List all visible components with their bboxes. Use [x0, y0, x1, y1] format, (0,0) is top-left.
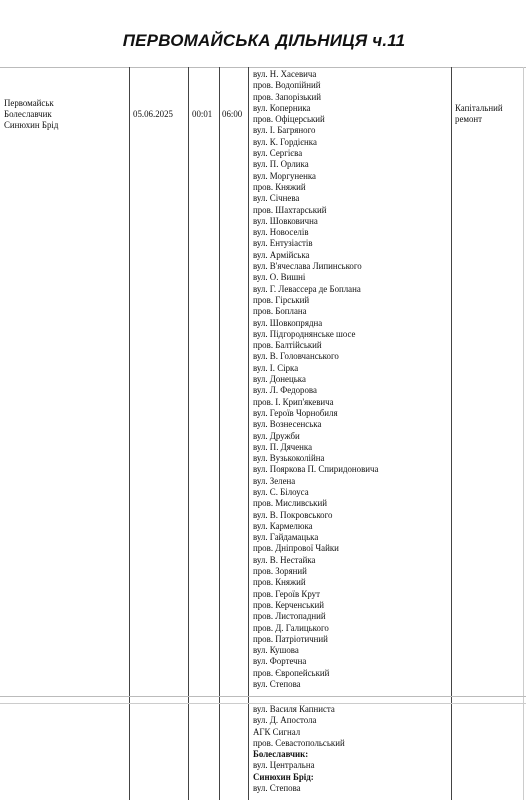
street-item: пров. Севастопольський [253, 737, 345, 748]
street-item: вул. Зелена [253, 475, 296, 486]
street-item: пров. І. Крип'якевича [253, 396, 334, 407]
location-line: Первомайськ [4, 98, 54, 108]
street-list [253, 69, 378, 690]
street-item: вул. Д. Апостола [253, 715, 317, 726]
col-divider-1 [129, 67, 130, 800]
street-item: вул. К. Гордієнка [253, 136, 317, 147]
street-item: пров. Героїв Крут [253, 588, 320, 599]
street-item: пров. Княжий [253, 181, 306, 192]
street-item: пров. Балтійський [253, 340, 322, 351]
street-item: пров. Боплана [253, 306, 307, 317]
street-item: вул. Н. Хасевича [253, 69, 317, 79]
col-divider-4 [248, 67, 249, 800]
street-item: пров. Запорізький [253, 91, 321, 102]
table-top-border [0, 67, 526, 68]
street-item: вул. Гайдамацька [253, 532, 319, 543]
location-line: Синюхин Брід [4, 119, 59, 130]
street-item: вул. В'ячеслава Липинського [253, 261, 362, 272]
street-item: вул. Степова [253, 679, 301, 690]
street-item: вул. П. Орлика [253, 159, 309, 170]
table-right-border [523, 67, 524, 800]
street-item: вул. І. Багряного [253, 125, 316, 136]
street-item: вул. Вознесенська [253, 419, 322, 430]
street-item: пров. Офіцерський [253, 114, 325, 125]
street-item: вул. Коперника [253, 102, 311, 113]
street-item: вул. Шовковична [253, 215, 318, 226]
street-item: пров. Гірський [253, 294, 310, 305]
street-item: пров. Європейський [253, 667, 330, 678]
reason-line: ремонт [455, 113, 483, 124]
street-item: вул. П. Дяченка [253, 441, 313, 452]
col-divider-5 [451, 67, 452, 800]
street-item: пров. Княжий [253, 577, 306, 588]
street-item: вул. Василя Капниста [253, 704, 335, 714]
street-item: вул. Центральна [253, 760, 315, 771]
street-item: пров. Патріотичний [253, 633, 328, 644]
street-list-continued [253, 704, 345, 794]
street-item: вул. Пояркова П. Спиридоновича [253, 464, 379, 475]
time-start-cell: 00:01 [192, 109, 213, 119]
street-item: пров. Дніпрової Чайки [253, 543, 339, 554]
street-item: вул. Армійська [253, 249, 310, 260]
village-heading: Синюхин Брід: [253, 771, 314, 782]
street-item: вул. Героїв Чорнобиля [253, 407, 338, 418]
street-item: вул. Фортечна [253, 656, 307, 667]
col-divider-3 [219, 67, 220, 800]
street-item: пров. Мисливський [253, 498, 327, 509]
street-item: АГК Сигнал [253, 726, 301, 737]
street-item: вул. Шовкопрядна [253, 317, 323, 328]
street-item: пров. Д. Галицького [253, 622, 329, 633]
street-item: вул. О. Вишні [253, 272, 306, 283]
street-item: пров. Листопадний [253, 611, 326, 622]
street-item: вул. Кушова [253, 645, 299, 656]
row-separator [0, 696, 526, 697]
street-item: пров. Водопійний [253, 80, 321, 91]
street-item: вул. Донецька [253, 374, 306, 385]
time-end-cell: 06:00 [222, 109, 243, 119]
street-item: вул. Січнева [253, 193, 300, 204]
street-item: вул. Ентузіастів [253, 238, 313, 249]
street-item: вул. С. Білоуса [253, 486, 309, 497]
street-item: пров. Керченський [253, 599, 324, 610]
col-divider-2 [188, 67, 189, 800]
street-item: вул. Сергієва [253, 148, 303, 159]
street-item: вул. Моргуненка [253, 170, 316, 181]
location-line: Болеславчик [4, 108, 52, 119]
street-item: вул. Вузькоколійна [253, 453, 325, 464]
location-cell [4, 98, 58, 130]
street-item: вул. Дружби [253, 430, 300, 441]
street-item: вул. Г. Левассера де Боплана [253, 283, 361, 294]
street-item: пров. Шахтарський [253, 204, 327, 215]
date-cell: 05.06.2025 [133, 109, 173, 119]
village-heading: Болеславчик: [253, 749, 309, 760]
street-item: вул. І. Сірка [253, 362, 299, 373]
street-item: вул. В. Нестайка [253, 554, 316, 565]
street-item: пров. Зоряний [253, 566, 307, 577]
street-item: вул. Підгороднянське шосе [253, 328, 356, 339]
street-item: вул. В. Головчанського [253, 351, 339, 362]
page-title: ПЕРВОМАЙСЬКА ДІЛЬНИЦЯ ч.11 [122, 31, 406, 50]
street-item: вул. Степова [253, 783, 301, 794]
reason-cell [455, 103, 503, 125]
street-item: вул. Новоселів [253, 227, 309, 238]
street-item: вул. Кармелюка [253, 520, 313, 531]
reason-line: Капітальний [455, 103, 503, 113]
street-item: вул. В. Покровського [253, 509, 333, 520]
street-item: вул. Л. Федорова [253, 385, 317, 396]
